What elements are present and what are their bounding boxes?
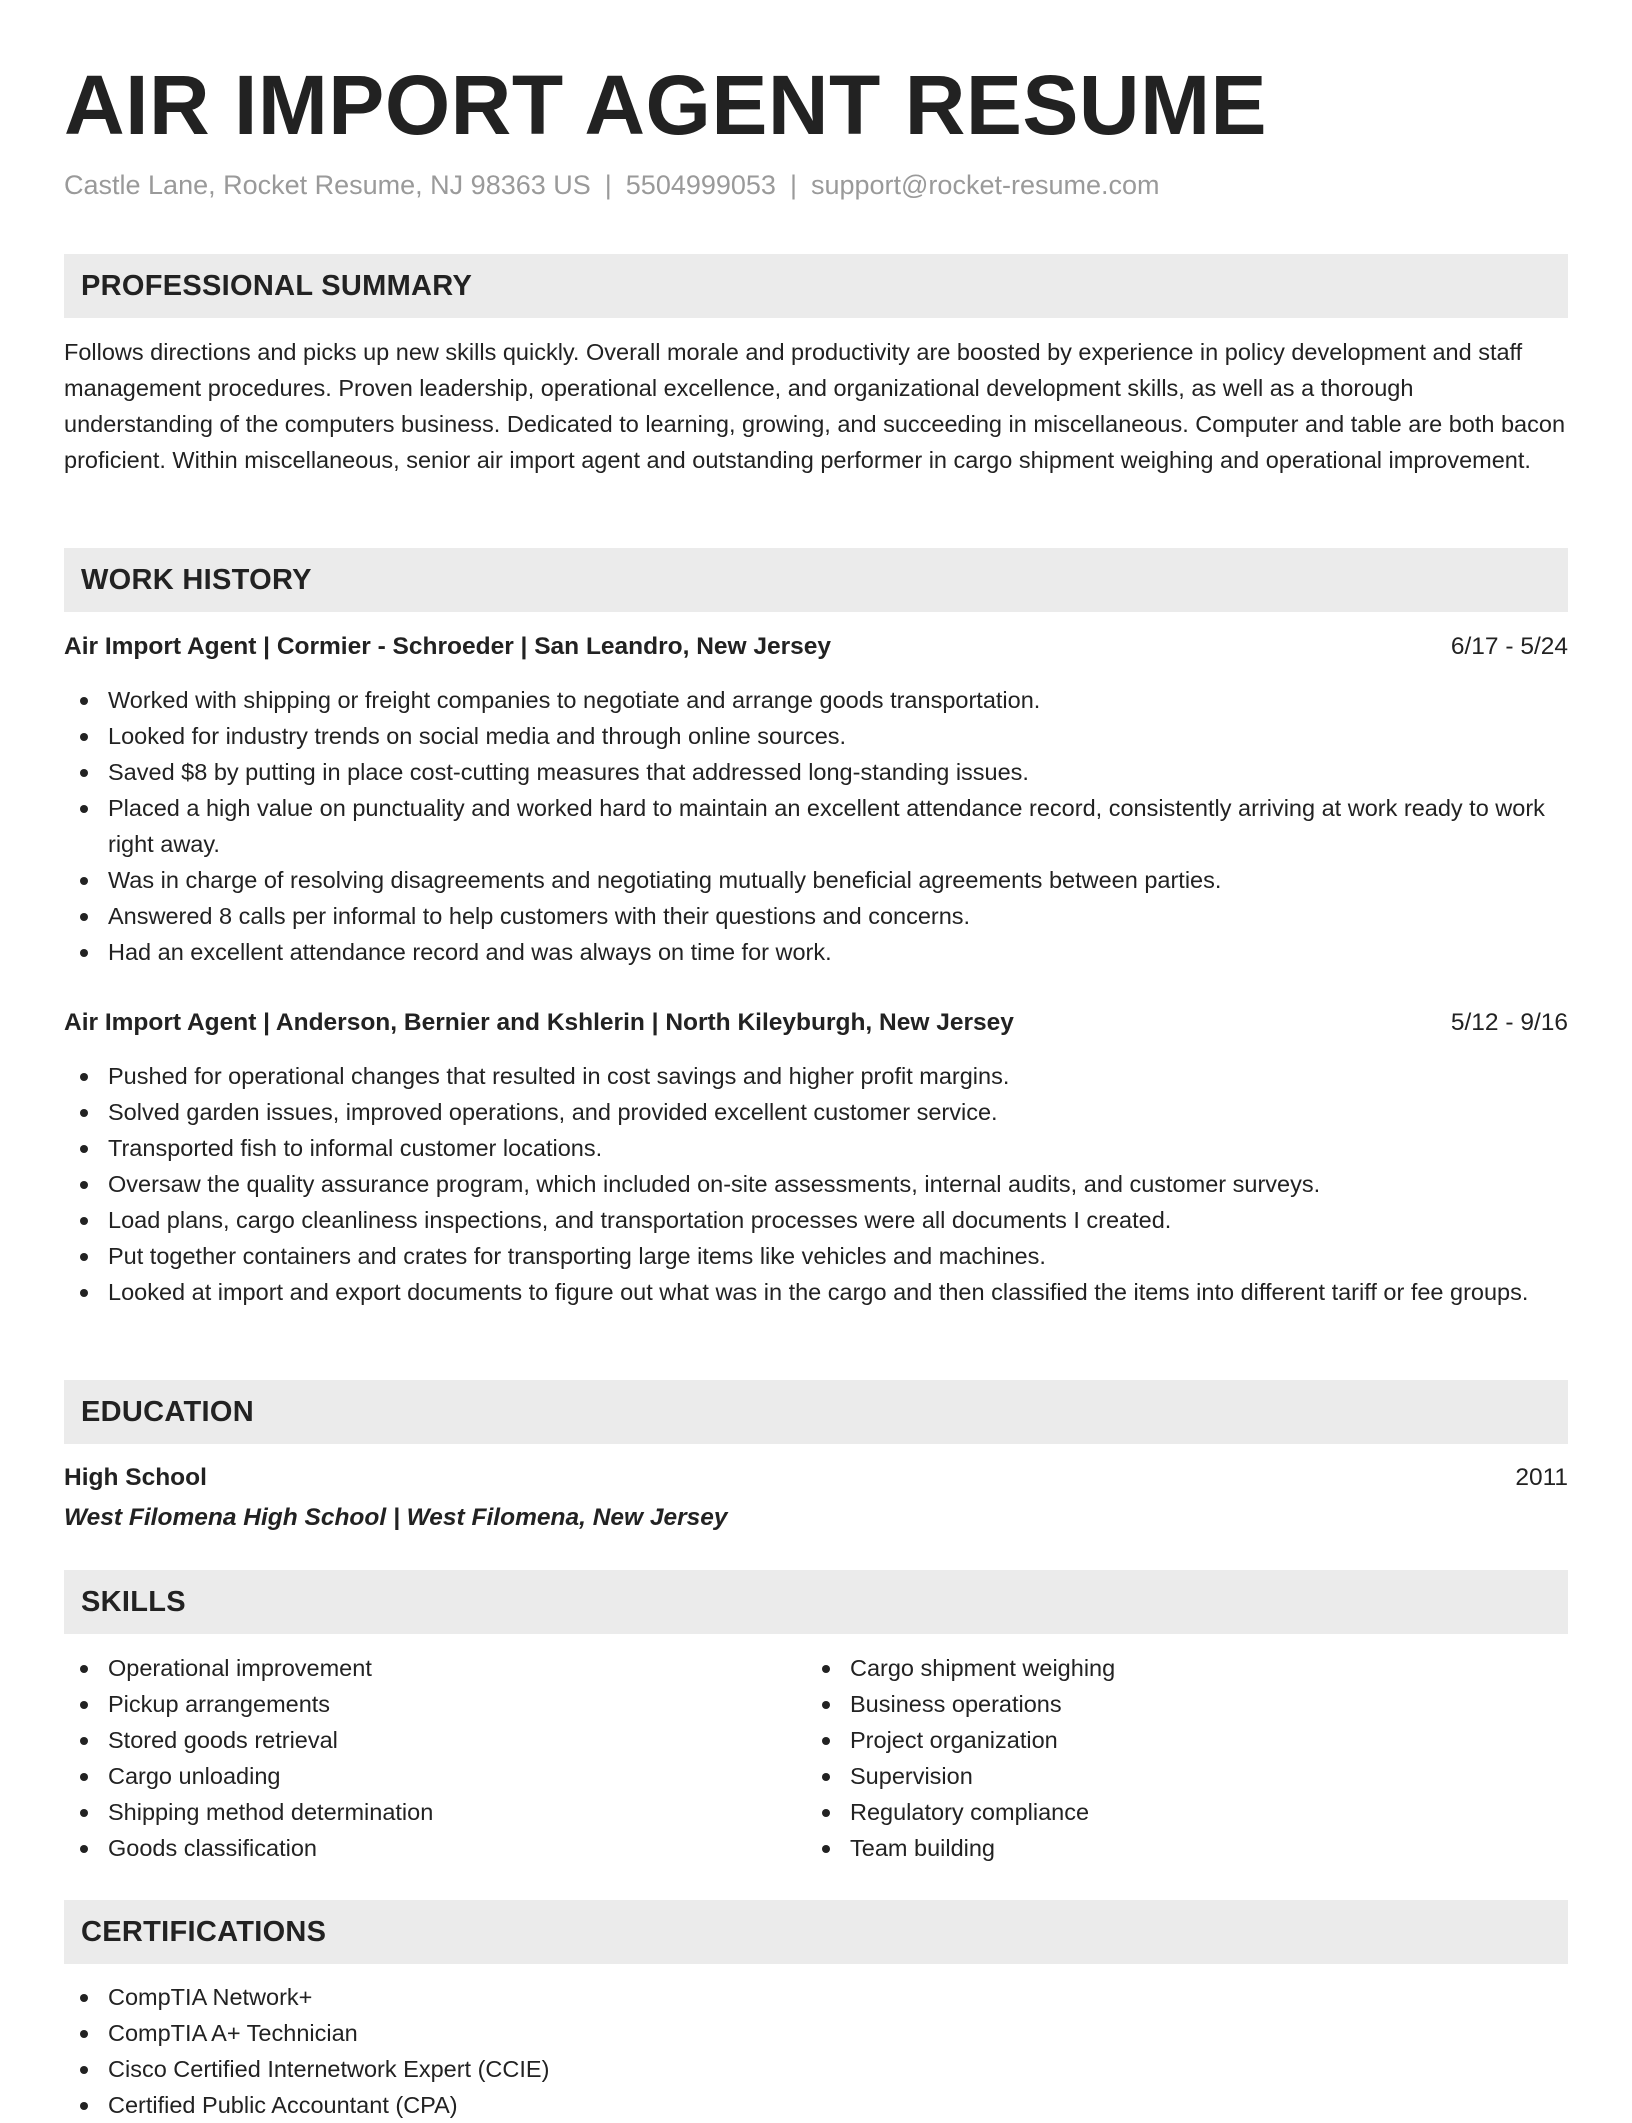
certification-item: CompTIA Network+ [108,1979,1568,2015]
list-item: Was in charge of resolving disagreements and negotiating mutually beneficial agreements between parties. [108,862,1568,898]
job-dates: 5/12 - 9/16 [1450,1009,1568,1036]
certifications-list [64,1979,1568,2123]
skill-item: Shipping method determination [108,1794,806,1830]
list-item: Put together containers and crates for transporting large items like vehicles and machines. [108,1238,1568,1274]
skill-item: Pickup arrangements [108,1686,806,1722]
skill-item: Project organization [850,1722,1548,1758]
skills-list-right [806,1650,1548,1866]
education-year: 2011 [1515,1464,1568,1491]
contact-separator: | [604,170,612,200]
job-dates: 6/17 - 5/24 [1450,633,1568,660]
list-item: Placed a high value on punctuality and worked hard to maintain an excellent attendance record, consistently arriving at work ready to work right away. [108,790,1568,862]
list-item: Had an excellent attendance record and was always on time for work. [108,934,1568,970]
job-heading [64,1005,1568,1041]
certification-item: Cisco Certified Internetwork Expert (CCIE) [108,2051,1568,2087]
education-school: West Filomena High School | West Filomena, New Jersey [64,1504,728,1531]
list-item: Looked for industry trends on social media and through online sources. [108,718,1568,754]
list-item: Load plans, cargo cleanliness inspections, and transportation processes were all documents I created. [108,1202,1568,1238]
list-item: Saved $8 by putting in place cost-cutting measures that addressed long-standing issues. [108,754,1568,790]
list-item: Worked with shipping or freight companies to negotiate and arrange goods transportation. [108,682,1568,718]
skill-item: Regulatory compliance [850,1794,1548,1830]
skill-item: Operational improvement [108,1650,806,1686]
list-item: Transported fish to informal customer locations. [108,1130,1568,1166]
job-title: Air Import Agent | Anderson, Bernier and Kshlerin | North Kileyburgh, New Jersey [64,1009,1014,1036]
skill-item: Team building [850,1830,1548,1866]
contact-email: support@rocket-resume.com [810,170,1160,200]
skill-item: Cargo unloading [108,1758,806,1794]
summary-text: Follows directions and picks up new skills quickly. Overall morale and productivity are boosted by experience in policy development and staff management procedures. Proven leadership, operational excellence, and organizational development skills, as well as a thorough understanding of the computers business. Dedicated to learning, growing, and succeeding in miscellaneous. Computer and table are both bacon proficient. Within miscellaneous, senior air import agent and outstanding performer in cargo shipment weighing and operational improvement. [64,339,1566,473]
contact-line [64,167,1160,203]
list-item: Answered 8 calls per informal to help customers with their questions and concerns. [108,898,1568,934]
section-header-certifications: CERTIFICATIONS [64,1900,1568,1964]
skills-list-left [64,1650,806,1866]
job-bullets [64,682,1568,970]
degree-name: High School [64,1464,207,1491]
list-item: Looked at import and export documents to figure out what was in the cargo and then classified the items into different tariff or fee groups. [108,1274,1568,1310]
section-header-work-history: WORK HISTORY [64,548,1568,612]
contact-phone: 5504999053 [625,170,776,200]
certification-item: CompTIA A+ Technician [108,2015,1568,2051]
job-title: Air Import Agent | Cormier - Schroeder | San Leandro, New Jersey [64,633,832,660]
skill-item: Stored goods retrieval [108,1722,806,1758]
job-bullets [64,1058,1568,1310]
education-degree [64,1460,1568,1496]
section-header-summary: PROFESSIONAL SUMMARY [64,254,1568,318]
job-heading [64,629,1568,665]
list-item: Pushed for operational changes that resulted in cost savings and higher profit margins. [108,1058,1568,1094]
contact-separator: | [789,170,797,200]
certification-item: Certified Public Accountant (CPA) [108,2087,1568,2123]
section-header-skills: SKILLS [64,1570,1568,1634]
skill-item: Cargo shipment weighing [850,1650,1548,1686]
resume-title: AIR IMPORT AGENT RESUME [64,58,1268,152]
section-header-education: EDUCATION [64,1380,1568,1444]
list-item: Oversaw the quality assurance program, which included on-site assessments, internal audits, and customer surveys. [108,1166,1568,1202]
skill-item: Supervision [850,1758,1548,1794]
skill-item: Goods classification [108,1830,806,1866]
contact-address: Castle Lane, Rocket Resume, NJ 98363 US [64,170,591,200]
list-item: Solved garden issues, improved operations, and provided excellent customer service. [108,1094,1568,1130]
skill-item: Business operations [850,1686,1548,1722]
